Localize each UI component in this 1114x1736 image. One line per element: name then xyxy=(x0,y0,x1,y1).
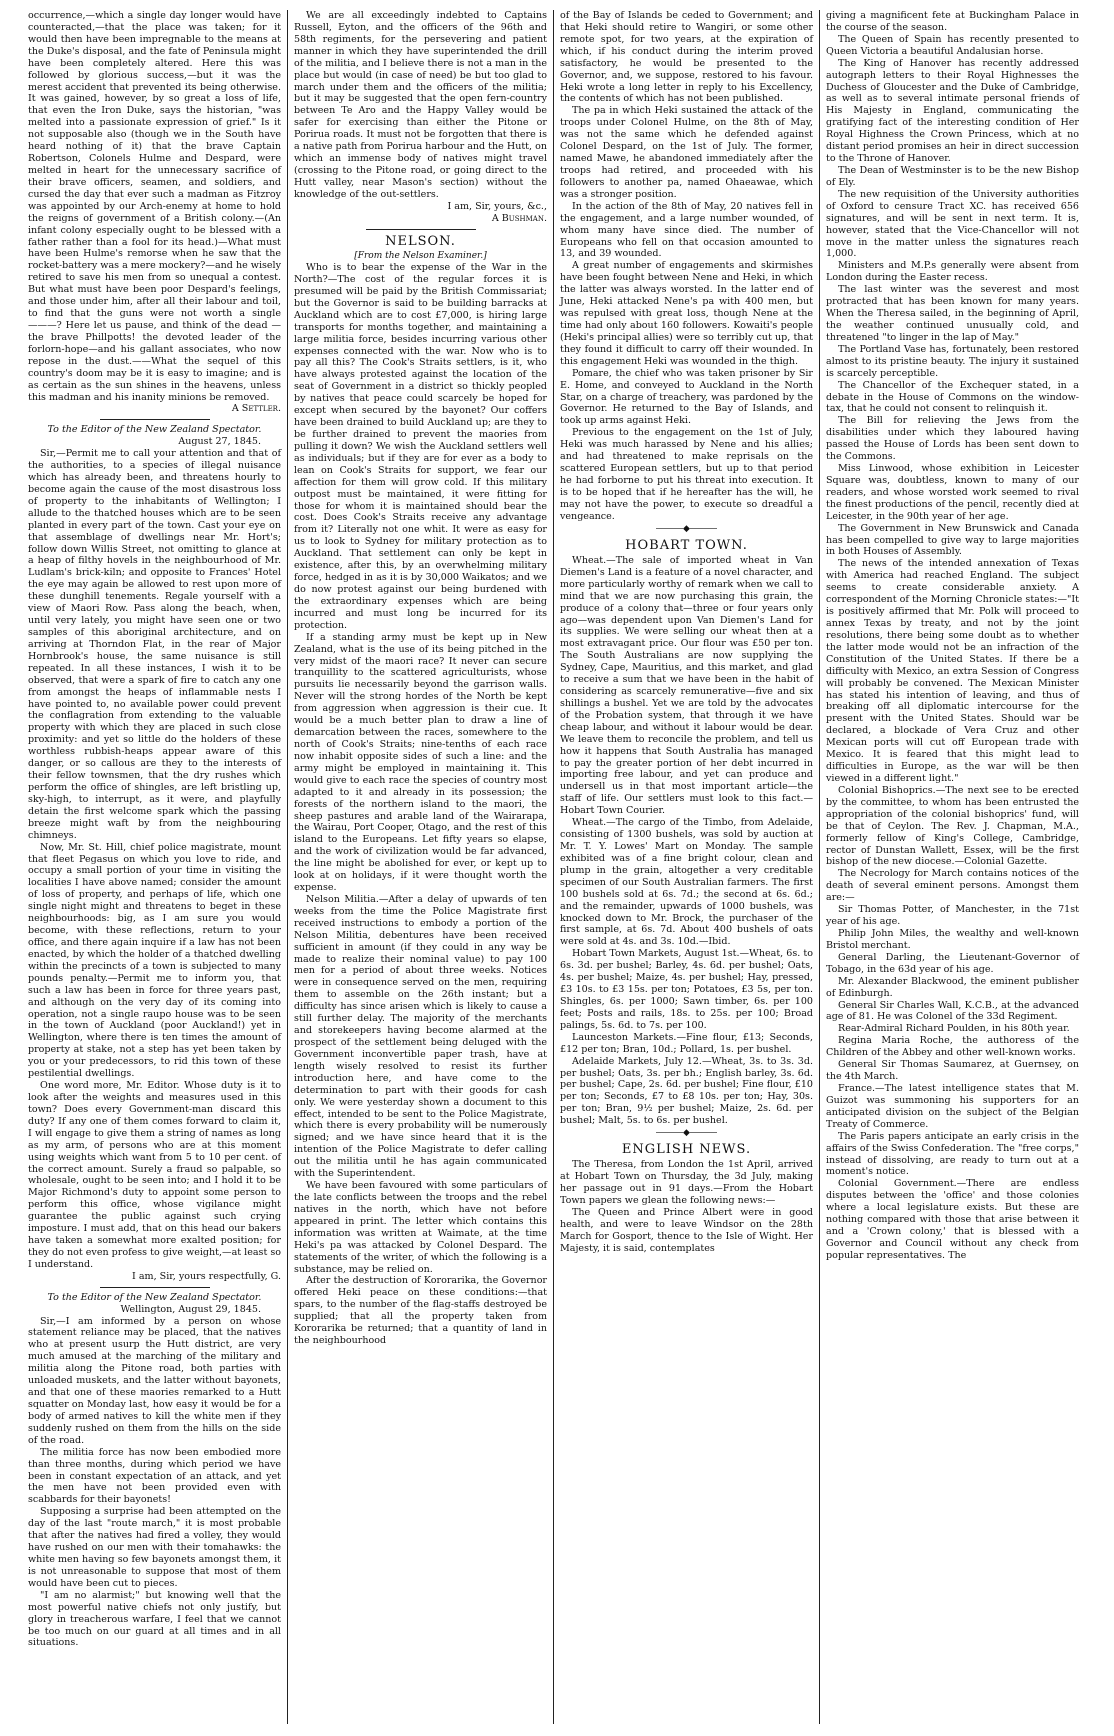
letter-dateline: Wellington, August 29, 1845. xyxy=(120,1303,261,1315)
letter-signature: A Bushman. xyxy=(491,212,547,224)
article-paragraph: A great number of engagements and skirmishes have been fought between Nene and Heki, in which the latter was always worsted. In the latter end of June, Heki attacked Nene's pa with 400 men, but was repulsed with great loss, though Nene at the time had only about 160 followers. Kowaiti's people (Heki's principal allies) were so terribly cut up, that they found it difficult to carry off their wounded. In this engagement Heki was wounded in the thigh. xyxy=(560,260,813,367)
article-paragraph: Nelson Militia.—After a delay of upwards of ten weeks from the time the Police Magistrate first received instructions to embody a portion of the Nelson Militia, debentures have been received sufficient in amount (if they could in any way be made to realize their nominal value) to pay 100 men for a period of about three weeks. Notices were in consequence served on the men, requiring them to assemble on the 26th instant; but a difficulty has since arisen which is likely to cause a still further delay. The majority of the merchants and storekeepers having become alarmed at the prospect of the settlement being deluged with the Government inconvertible paper trash, have at length wisely resolved to resist its further introduction here, and have come to the determination to part with their goods for cash only. We were yesterday shown a document to this effect, intended to be sent to the Police Magistrate, which there is every probability will be numerously signed; and we have since heard that it is the intention of the Police Magistrate to defer calling out the militia until he has again communicated with the Superintendent. xyxy=(294,893,547,1180)
article-paragraph: giving a magnificent fete at Buckingham Palace in the course of the season. xyxy=(826,10,1079,33)
section-heading: HOBART TOWN. xyxy=(625,537,748,553)
article-paragraph: After the destruction of Kororarika, the Governor offered Heki peace on these conditions:—that spars, to the number of the flag-staffs destroyed be supplied; that all the property taken from Kororarika be returned; that a quantity of land in the neighbourhood xyxy=(294,1275,547,1347)
section-ornament: ―――◆――― xyxy=(656,1128,717,1139)
article-paragraph: The Chancellor of the Exchequer stated, in a debate in the House of Commons on the window-tax, that he could not consent to relinquish it. xyxy=(826,379,1079,415)
article-paragraph: The Bill for relieving the Jews from the disabilities under which they laboured having passed the House of Lords has been sent down to the Commons. xyxy=(826,415,1079,463)
article-paragraph: If a standing army must be kept up in New Zealand, what is the use of its being pitched in the very midst of the maori race? It never can secure tranquillity to the scattered agriculturists, whose pursuits lie necessarily beyond the garrison walls. Never will the strong hordes of the North be kept from aggression when aggression is their cue. It would be a much better plan to draw a line of demarcation between the races, somewhere to the north of Cook's Straits; nine-tenths of each race now inhabit opposite sides of such a line: and the army might be employed in maintaining it. This would give to each race the species of country most adapted to it and already in its possession; the forests of the northern island to the maori, the sheep pastures and arable land of the Wairarapa, the Wairau, Port Cooper, Otago, and the rest of this island to the Europeans. Let fifty years so elapse, and the work of civilization would be far advanced, the line might be abolished for ever, or kept up to look at on holidays, if it were thought worth the expense. xyxy=(294,631,547,894)
article-paragraph: Hobart Town Markets, August 1st.—Wheat, 6s. to 6s. 3d. per bushel; Barley, 4s. 6d. per bushel; Oats, 4s. per bushel; Maize, 4s. per bushel; Hay, pressed, £3 10s. to £3 15s. per ton; Potatoes, £3 5s, per ton. Shingles, 6s. per 1000; Sawn timber, 6s. per 100 feet; Posts and rails, 18s. to 25s. per 100; Broad palings, 5s. 6d. to 7s. per 100. xyxy=(560,948,813,1031)
column-4 xyxy=(820,10,1085,1724)
article-paragraph: General Darling, the Lieutenant-Governor of Tobago, in the 63d year of his age. xyxy=(826,951,1079,975)
letter-signature: I am, Sir, yours respectfully, G. xyxy=(132,1270,281,1282)
article-paragraph: The Paris papers anticipate an early crisis in the affairs of the Swiss Confederation. The "free corps," instead of dissolving, are ready to turn out at a moment's notice. xyxy=(826,1130,1079,1178)
article-paragraph: Now, Mr. St. Hill, chief police magistrate, mount that fleet Pegasus on which you love to ride, and occupy a small portion of your time in visiting the localities I have above named; consider the amount of loss of property, and perhaps of life, which one single night might and threatens to beget in these neighbourhoods: big, as I am sure you would become, with these reflections, return to your office, and there again inquire if a law has not been enacted, by which the holder of a thatched dwelling within the precincts of a town is subjected to many pounds penalty.—Permit me to inform you, that such a law has been in force for three years past, and although on the very day of its coming into operation, not a single raupo house was to be seen in the town of Auckland (poor Auckland!) yet in Wellington, where there is ten times the amount of property at stake, not a step has yet been taken by you or your predecessors, to rid this town of these pestilential dwellings. xyxy=(28,841,281,1080)
letter-heading: To the Editor of the New Zealand Spectator. xyxy=(47,1291,262,1303)
article-paragraph: The pa in which Heki sustained the attack of the troops under Colonel Hulme, on the 8th of May, was not the same which he defended against Colonel Despard, on the 1st of July. The former, named Mawe, he abandoned immediately after the troops had retired, and proceeded with his followers to another pa, named Ohaeawae, which was a stronger position. xyxy=(560,105,813,200)
article-paragraph: Adelaide Markets, July 12.—Wheat, 3s. to 3s. 3d. per bushel; Oats, 3s. per bh.; English barley, 3s. 6d. per bushel; Cape, 2s. 6d. per bushel; Fine flour, £10 per ton; Seconds, £7 to £8 10s. per ton; Hay, 30s. per ton; Bran, 9½ per bushel; Maize, 2s. 6d. per bushel; Malt, 5s. to 6s. per bushel. xyxy=(560,1055,813,1127)
section-source: [From the Nelson Examiner.] xyxy=(354,250,487,261)
article-paragraph: We have been favoured with some particulars of the late conflicts between the troops and the rebel natives in the north, which have not before appeared in print. The letter which contains this information was written at Waimate, at the time Heki's pa was attacked by Colonel Despard. The statements of the writer, of which the following is a substance, may be relied on. xyxy=(294,1180,547,1275)
letter-heading: To the Editor of the New Zealand Spectator. xyxy=(47,424,262,436)
article-paragraph: Regina Maria Roche, the authoress of the Children of the Abbey and other well-known works. xyxy=(826,1035,1079,1059)
section-divider xyxy=(100,419,210,420)
section-ornament: ―――◆――― xyxy=(656,523,717,534)
column-3 xyxy=(554,10,819,1724)
article-paragraph: The King of Hanover has recently addressed autograph letters to their Royal Highnesses the Duchess of Gloucester and the Duke of Cambridge, as well as to several intimate personal friends of His Majesty in England, communicating the gratifying fact of the interesting condition of Her Royal Highness the Crown Princess, which at no distant period promises an heir in direct succession to the Throne of Hanover. xyxy=(826,57,1079,165)
article-paragraph: Supposing a surprise had been attempted on the day of the last "route march," it is most probable that after the natives had fired a volley, they would have rushed on our men with their tomahawks: the white men having so few bayonets amongst them, it is not unreasonable to suppose that most of them would have been cut to pieces. xyxy=(28,1506,281,1589)
article-paragraph: Sir,—Permit me to call your attention and that of the authorities, to a species of illegal nuisance which has already been, and threatens hourly to become again the cause of the most disastrous loss of property to the inhabitants of Wellington; I allude to the thatched houses which are to be seen planted in every part of the town. Cast your eye on that assemblage of dwellings near Mr. Hort's; follow down Willis Street, not omitting to glance at a heap of filthy hovels in the neighbourhood of Mr. Ludlam's brick-kiln; and opposite to Frances' Hotel the eye may again be allowed to rest upon more of these dunghill tenements. Regale yourself with a view of Maori Row. Pass along the beach, when, until very lately, you might have seen one or two samples of this aboriginal architecture, and on arriving at Thorndon Flat, in the rear of Major Hornbrook's house, the same nuisance is still repeated. In all these instances, I wish it to be observed, that were a spark of fire to catch any one from amongst the heaps of inflammable nests I have pointed to, no available power could prevent the conflagration from extending to the valuable property with which they are placed in such close proximity: and yet so little do the holders of these worthless rubbish-heaps appear aware of this danger, or so callous are they to the interests of their fellow townsmen, that the dry rushes which perform the office of shingles, are left bristling up, sky-high, to interrupt, as it were, and playfully detain the first welcome spark which the passing breeze might waft by from the neighbouring chimneys. xyxy=(28,448,281,841)
article-paragraph: occurrence,—which a single day longer would have counteracted,—that the place was taken; for it would then have been impregnable to the means at the Duke's disposal, and the fate of Peninsula might have been completely altered. Here this was followed by glorious success,—but it was the merest accident that prevented its being otherwise. It was gained, however, by so great a loss of life, that even the Iron Duke, says the historian, "was melted into a passionate expression of grief." Is it not supposable also (though we in the South have heard nothing of it) that the brave Captain Robertson, Colonels Hulme and Despard, were melted in heart for the unnecessary sacrifice of their brave officers, seamen, and soldiers, and cursed the day that ever such a madman as Fitzroy was appointed by our Arch-enemy at home to hold the reigns of government of a British colony.—(An infant colony especially ought to be blessed with a father rather than a fool for its head.)—What must have been Hulme's remorse when he saw that the rocket-battery was a mere mockery?—and he wisely retired to save his men from so unequal a contest. But what must have been poor Despard's feelings, and those under him, after all their labour and toil, to find that the guns were not worth a single ———? Here let us pause, and think of the dead — the brave Phillpotts! the devoted leader of the forlorn-hope—and his gallant associates, who now repose in the dust.——What the sequel of this country's doom may be it is easy to imagine; and is as certain as the sun shines in the heavens, unless this madman and his inanity minions be removed. xyxy=(28,10,281,403)
section-divider xyxy=(100,1287,210,1288)
section-heading: NELSON. xyxy=(385,233,456,249)
article-paragraph: of the Bay of Islands be ceded to Government; and that Heki should retire to Wangiri, or some other remote spot, for two years, at the expiration of which, if his conduct during the interim proved satisfactory, he would be presented to the Governor, and, we suppose, restored to his favour. Heki wrote a long letter in reply to his Excellency, the contents of which has not been published. xyxy=(560,10,813,105)
article-paragraph: The Government in New Brunswick and Canada has been compelled to give way to large majorities in both Houses of Assembly. xyxy=(826,522,1079,558)
article-paragraph: Wheat.—The cargo of the Timbo, from Adelaide, consisting of 1300 bushels, was sold by auction at Mr. T. Y. Lowes' Mart on Monday. The sample exhibited was of a fine bright colour, clean and plump in the grain, altogether a very creditable specimen of our South Australian farmers. The first 100 bushels sold at 6s. 7d.; the second at 6s. 6d.; and the remainder, upwards of 1000 bushels, was knocked down to Mr. Brock, the purchaser of the first sample, at 6s. 7d. About 400 bushels of oats were sold at 4s. and 3s. 10d.—Ibid. xyxy=(560,817,813,948)
article-paragraph: Previous to the engagement on the 1st of July, Heki was much harassed by Nene and his allies; and had threatened to make reprisals on the scattered European settlers, but up to that period he had forborne to put his threat into execution. It is to be hoped that if he hereafter has the will, he may not have the power, to execute so dreadful a vengeance. xyxy=(560,427,813,522)
article-paragraph: Mr. Alexander Blackwood, the eminent publisher of Edinburgh. xyxy=(826,975,1079,999)
article-paragraph: The Necrology for March contains notices of the death of several eminent persons. Amongst them are:— xyxy=(826,868,1079,904)
article-paragraph: Sir Thomas Potter, of Manchester, in the 71st year of his age. xyxy=(826,904,1079,928)
article-paragraph: Colonial Government.—There are endless disputes between the 'office' and those colonies where a local legislature exists. But these are nothing compared with those that arise between it and a 'Crown colony,' that is blessed with a Governor and Council without any check from popular representatives. The xyxy=(826,1178,1079,1261)
letter-signature: I am, Sir, yours, &c., xyxy=(447,200,547,212)
article-paragraph: The Queen of Spain has recently presented to Queen Victoria a beautiful Andalusian horse. xyxy=(826,33,1079,57)
section-divider xyxy=(366,229,476,230)
column-1 xyxy=(22,10,287,1724)
article-paragraph: Wheat.—The sale of imported wheat in Van Diemen's Land is a feature of a novel character, and more particularly worthy of remark when we call to mind that we are now purchasing this grain, the produce of a colony that—three or four years only ago—was dependent upon Van Diemen's Land for its supplies. We were selling our wheat then at a most extravagant price. Our flour was £50 per ton. The South Australians are now supplying the Sydney, Cape, Mauritius, and this market, and glad to receive a sum that we have been in the habit of considering as scarcely remunerative—five and six shillings a bushel. Yet we are told by the advocates of the Probation system, that through it we have cheap labour, and without it labour would be dear. We leave them to reconcile the problem, and tell us how it happens that South Australia has managed to pay the greater portion of her debt incurred in importing free labour, and yet can produce and undersell us in that most important article—the staff of life. Our settlers must look to this fact.—Hobart Town Courier. xyxy=(560,554,813,817)
article-paragraph: General Sir Charles Wall, K.C.B., at the advanced age of 81. He was Colonel of the 33d Regiment. xyxy=(826,999,1079,1023)
article-paragraph: One word more, Mr. Editor. Whose duty is it to look after the weights and measures used in this town? Does every Government-man discard this duty? If any one of them comes forward to claim it, I will engage to give them a string of names as long as my arm, of persons who are at this moment using weights which want from 5 to 10 per cent. of the correct amount. Surely a fraud so palpable, so wholesale, ought to be seen into; and I hold it to be Major Richmond's duty to appoint some person to perform this office, whose vigilance might guarantee the public against such crying imposture. I must add, that on this head our bakers have taken a somewhat more exalted position; for they do not even profess to give weight,—at least so I understand. xyxy=(28,1080,281,1270)
article-paragraph: Sir,—I am informed by a person on whose statement reliance may be placed, that the natives who at present usurp the Hutt district, are very much amused at the marching of the military and militia along the Pitone road, both parties with unloaded muskets, and the latter without bayonets, and that one of these maories remarked to a Hutt squatter on Monday last, how easy it would be for a body of armed natives to kill the white men if they suddenly rushed on them from the hills on the side of the road. xyxy=(28,1315,281,1446)
article-paragraph: The Portland Vase has, fortunately, been restored almost to its pristine beauty. The injury it sustained is scarcely perceptible. xyxy=(826,343,1079,379)
article-paragraph: Pomare, the chief who was taken prisoner by Sir E. Home, and conveyed to Auckland in the North Star, on a charge of treachery, was pardoned by the Governor. He returned to the Bay of Islands, and took up arms against Heki. xyxy=(560,367,813,427)
article-paragraph: In the action of the 8th of May, 20 natives fell in the engagement, and a large number wounded, of whom many have since died. The number of Europeans who fell on that occasion amounted to 13, and 39 wounded. xyxy=(560,200,813,260)
article-paragraph: General Sir Thomas Saumarez, at Guernsey, on the 4th March. xyxy=(826,1059,1079,1083)
letter-dateline: August 27, 1845. xyxy=(178,436,261,448)
article-paragraph: The Theresa, from London the 1st April, arrived at Hobart Town on Thursday, the 3d July, making her passage out in 91 days.—From the Hobart Town papers we glean the following news:— xyxy=(560,1159,813,1207)
section-heading: ENGLISH NEWS. xyxy=(621,1142,752,1158)
article-paragraph: The Dean of Westminster is to be the new Bishop of Ely. xyxy=(826,164,1079,188)
letter-signature: A Settler. xyxy=(231,403,281,415)
article-paragraph: The last winter was the severest and most protracted that has been known for many years. When the Theresa sailed, in the beginning of April, the weather continued unusually cold, and threatened "to linger in the lap of May." xyxy=(826,284,1079,343)
article-paragraph: The new requisition of the University authorities of Oxford to censure Tract XC. has received 656 signatures, and will be sent in next term. It is, however, stated that the Vice-Chancellor will not move in the matter unless the signatures reach 1,000. xyxy=(826,188,1079,260)
article-paragraph: Philip John Miles, the wealthy and well-known Bristol merchant. xyxy=(826,927,1079,951)
article-paragraph: Rear-Admiral Richard Poulden, in his 80th year. xyxy=(838,1023,1070,1035)
article-paragraph: Who is to bear the expense of the War in the North?—The cost of the regular forces it is presumed will be paid by the British Commissariat; but the Governor is said to be building barracks at Auckland which are to cost £7,000, is hiring large transports for months together, and maintaining a large militia force, besides incurring various other expenses connected with the war. Now who is to pay all this? The Cook's Straits settlers, is it, who have always protested against the location of the seat of Government in a district so thickly peopled by natives that peace could scarcely be hoped for except when secured by the bayonet? Our coffers have been drained to build Auckland up; are they to be further drained to prevent the maories from pulling it down? We wish the Auckland settlers well as individuals; but if they are for ever as a body to lean on Cook's Straits for support, we fear our affection for them will grow cold. If this military outpost must be maintained, it were fitting for those for whom it is maintained should bear the cost. Does Cook's Straits receive any advantage from it? Literally not one whit. It were as easy for us to look to Sydney for military protection as to Auckland. That settlement can only be kept in existence, after this, by an overwhelming military force, hedged in as it is by 30,000 Waikatos; and we do now protest against our being burdened with the extraordinary expenses which are being incurred and must long be incurred for its protection. xyxy=(294,262,547,631)
article-paragraph: Launceston Markets.—Fine flour, £13; Seconds, £12 per ton; Bran, 10d.; Pollard, 1s. per bushel. xyxy=(560,1031,813,1055)
article-paragraph: France.—The latest intelligence states that M. Guizot was summoning his supporters for an anticipated division on the subject of the Belgian Treaty of Commerce. xyxy=(826,1082,1079,1130)
article-paragraph: The Queen and Prince Albert were in good health, and were to leave Windsor on the 28th March for Gosport, thence to the Isle of Wight. Her Majesty, it is said, contemplates xyxy=(560,1207,813,1254)
newspaper-page xyxy=(22,10,1094,1724)
article-paragraph: The militia force has now been embodied more than three months, during which period we have been in constant expectation of an attack, and yet the men have not been provided even with scabbards for their bayonets! xyxy=(28,1446,281,1506)
article-paragraph: Ministers and M.P.s generally were absent from London during the Easter recess. xyxy=(826,260,1079,284)
article-paragraph: "I am no alarmist;" but knowing well that the most powerful native chiefs not only justify, but glory in treacherous warfare, I feel that we cannot be too much on our guard at all times and in all situations. xyxy=(28,1589,281,1649)
article-paragraph: Colonial Bishoprics.—The next see to be erected by the committee, to whom has been entrusted the appropriation of the colonial bishoprics' fund, will be that of Ceylon. The Rev. J. Chapman, M.A., formerly fellow of King's College, Cambridge, rector of Dunstan Wallett, Essex, will be the first bishop of the new diocese.—Colonial Gazette. xyxy=(826,784,1079,868)
article-paragraph: Miss Linwood, whose exhibition in Leicester Square was, doubtless, known to many of our readers, and whose worsted work seemed to rival the finest productions of the pencil, recently died at Leicester, in the 90th year of her age. xyxy=(826,463,1079,522)
column-2 xyxy=(288,10,553,1724)
article-paragraph: We are all exceedingly indebted to Captains Russell, Eyton, and the officers of the 96th and 58th regiments, for the persevering and patient manner in which they have superintended the drill of the militia, and I believe there is not a man in the place but would (in case of need) be but too glad to march under them and the officers of the militia; but it may be suggested that the open fern-country between Te Aro and the Happy Valley would be safer for exercising than either the Pitone or Porirua roads. It must not be forgotten that there is a native path from Porirua harbour and the Hutt, on which an immense body of natives might travel (crossing to the Pitone road, or going direct to the Hutt valley, near Mason's section) without the knowledge of the out-settlers. xyxy=(294,10,547,200)
article-paragraph: The news of the intended annexation of Texas with America had reached England. The subject seems to create considerable anxiety. A correspondent of the Morning Chronicle states:—"It is positively affirmed that Mr. Polk will proceed to annex Texas by treaty, and not by the joint resolutions, there being some doubt as to whether the latter mode would not be an infraction of the Constitution of the United States. If there be a difficulty with Mexico, an extra Session of Congress will probably be convened. The Mexican Minister has stated his intention of leaving, and thus of breaking off all diplomatic intercourse for the present with the United States. Should war be declared, a blockade of Vera Cruz and other Mexican ports will cut off European trade with Mexico. It is feared that this might lead to difficulties in Europe, as the war will be then viewed in a different light." xyxy=(826,558,1079,784)
